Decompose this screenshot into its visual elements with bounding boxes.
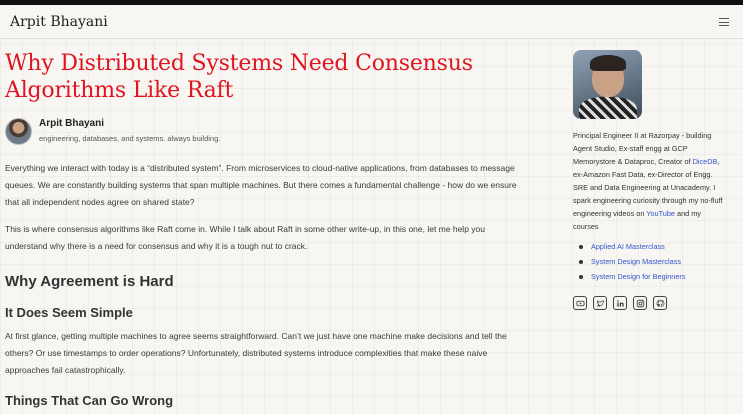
- social-links: [573, 296, 723, 310]
- youtube-link[interactable]: YouTube: [646, 209, 675, 218]
- site-header: [0, 5, 743, 39]
- twitter-icon[interactable]: [593, 296, 607, 310]
- section-heading-seems-simple: It Does Seem Simple: [5, 305, 133, 320]
- course-link-applied-ai[interactable]: Applied AI Masterclass: [591, 242, 665, 251]
- course-item: [573, 254, 723, 269]
- bio-text-2: , ex-Amazon Fast Data, ex-Director of Engg. SRE and Data Engineering at Unacademy. I spark engineering curiosity through my no-fluff engineering videos on: [573, 157, 723, 218]
- linkedin-icon[interactable]: [613, 296, 627, 310]
- section-heading-things-wrong: Things That Can Go Wrong: [5, 393, 174, 408]
- section-paragraph: At first glance, getting multiple machines to agree seems straightforward. Can’t we just have one machine make decisions and tell the others? Or use timestamps to order operations? Unfortunately, distributed systems introduce complexities that make these naive approaches fail catastrophically.: [5, 331, 507, 375]
- github-icon[interactable]: [653, 296, 667, 310]
- author-tagline: engineering, databases, and systems. always building.: [39, 134, 221, 143]
- author-name: Arpit Bhayani: [39, 118, 105, 129]
- course-item: [573, 239, 723, 254]
- course-links: [573, 239, 723, 284]
- bio-text-1: Principal Engineer II at Razorpay - building Agent Studio, Ex-staff engg at GCP Memorystore & Dataproc, Creator of: [573, 131, 712, 166]
- youtube-icon[interactable]: [573, 296, 587, 310]
- profile-photo: [573, 50, 642, 119]
- course-link-beginners[interactable]: System Design for Beginners: [591, 272, 686, 281]
- intro-paragraph-2: This is where consensus algorithms like Raft come in. While I talk about Raft in some other write-up, in this one, let me help you understand why there is a need for consensus and why it is a tough nut to crack.: [5, 224, 485, 251]
- sidebar: [573, 50, 723, 310]
- site-title-link[interactable]: Arpit Bhayani: [10, 14, 108, 30]
- post-title: Why Distributed Systems Need Consensus Algorithms Like Raft: [5, 51, 473, 103]
- author-avatar: [5, 118, 32, 145]
- hamburger-menu-icon[interactable]: [719, 18, 729, 26]
- intro-paragraph: Everything we interact with today is a “distributed system”. From microservices to cloud-native applications, from databases to message queues. We are constantly building systems that span multiple machines. But there comes a fundamental challenge - how do we ensure that all independent nodes agree on shared state?: [5, 163, 517, 207]
- author-byline: [5, 118, 520, 154]
- dicedb-link[interactable]: DiceDB: [692, 157, 718, 166]
- author-bio: [573, 129, 723, 233]
- course-link-system-design[interactable]: System Design Masterclass: [591, 257, 682, 266]
- article: [5, 50, 520, 408]
- course-item: [573, 269, 723, 284]
- section-heading-why-agreement: Why Agreement is Hard: [5, 273, 174, 290]
- bio-text-3: and my courses: [573, 209, 701, 231]
- instagram-icon[interactable]: [633, 296, 647, 310]
